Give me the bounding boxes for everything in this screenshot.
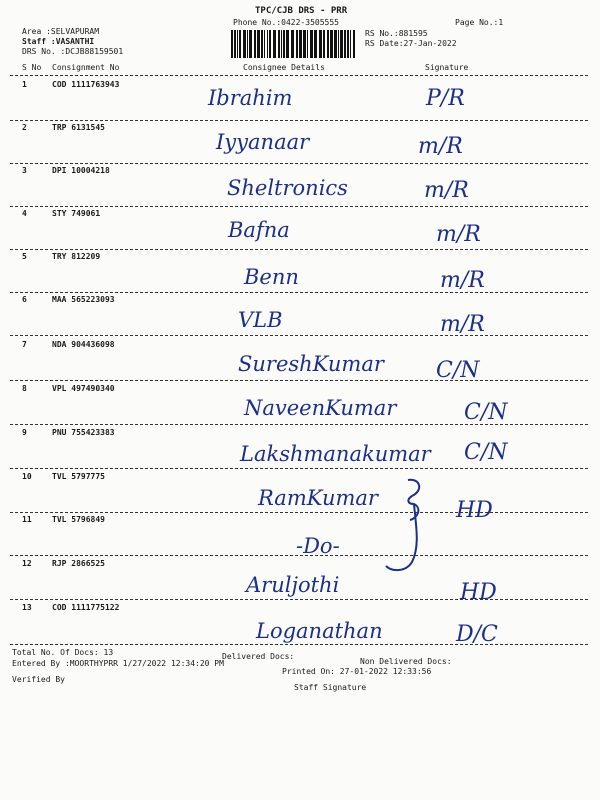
barcode xyxy=(231,30,359,58)
verified-by: Verified By xyxy=(12,675,65,684)
row-signature: C/N xyxy=(436,358,480,383)
table-end-divider xyxy=(10,644,588,645)
row-consignment: NDA 904436098 xyxy=(52,340,115,349)
row-consignment: MAA 565223093 xyxy=(52,295,115,304)
total-docs: Total No. Of Docs: 13 xyxy=(12,648,114,657)
row-divider xyxy=(10,206,588,207)
row-consignment: RJP 2866525 xyxy=(52,559,105,568)
row-signature: HD xyxy=(456,498,493,523)
row-sno: 13 xyxy=(22,603,32,612)
row-signature: C/N xyxy=(464,400,508,425)
rs-number: RS No.:881595 xyxy=(365,29,428,38)
row-signature: C/N xyxy=(464,440,508,465)
row-sno: 2 xyxy=(22,123,27,132)
row-sno: 4 xyxy=(22,209,27,218)
row-consignee: NaveenKumar xyxy=(244,396,397,420)
area-field: Area :SELVAPURAM xyxy=(22,27,100,36)
non-delivered-docs: Non Delivered Docs: xyxy=(360,657,452,666)
row-consignment: VPL 497490340 xyxy=(52,384,115,393)
entered-by: Entered By :MOORTHYPRR 1/27/2022 12:34:20 PM xyxy=(12,659,224,668)
row-sno: 1 xyxy=(22,80,27,89)
row-divider xyxy=(10,424,588,425)
row-sno: 8 xyxy=(22,384,27,393)
row-sno: 5 xyxy=(22,252,27,261)
row-signature: m/R xyxy=(436,222,481,247)
row-consignee: -Do- xyxy=(296,534,340,558)
row-consignee: RamKumar xyxy=(258,486,378,510)
row-consignee: Loganathan xyxy=(256,619,383,643)
row-consignee: Arulјothi xyxy=(246,573,340,597)
row-consignment: TRY 812209 xyxy=(52,252,101,261)
bracket-mark xyxy=(378,476,438,576)
row-signature: m/R xyxy=(440,268,485,293)
row-signature: m/R xyxy=(424,178,469,203)
row-consignee: Benn xyxy=(244,265,299,289)
row-consignment: TVL 5797775 xyxy=(52,472,105,481)
row-divider xyxy=(10,512,588,513)
row-divider xyxy=(10,599,588,600)
row-consignee: SureshKumar xyxy=(238,352,384,376)
row-signature: P/R xyxy=(426,86,465,111)
row-consignment: COD 1111763943 xyxy=(52,80,120,89)
row-sno: 6 xyxy=(22,295,27,304)
row-signature: D/C xyxy=(456,622,498,647)
row-signature: HD xyxy=(460,580,497,605)
row-consignment: TVL 5796849 xyxy=(52,515,105,524)
row-consignment: COD 1111775122 xyxy=(52,603,120,612)
row-consignee: Sheltronics xyxy=(227,176,348,200)
row-sno: 9 xyxy=(22,428,27,437)
staff-signature: Staff Signature xyxy=(294,683,367,692)
document-title: TPC/CJB DRS - PRR xyxy=(255,6,348,16)
row-divider xyxy=(10,468,588,469)
row-consignment: STY 749061 xyxy=(52,209,101,218)
column-header-sno: S No xyxy=(22,63,42,72)
row-consignee: Lakshmanakumar xyxy=(240,442,431,466)
row-divider xyxy=(10,380,588,381)
row-divider xyxy=(10,249,588,250)
row-signature: m/R xyxy=(440,312,485,337)
row-consignment: TRP 6131545 xyxy=(52,123,105,132)
row-divider xyxy=(10,555,588,556)
delivered-docs: Delivered Docs: xyxy=(222,652,295,661)
row-sno: 12 xyxy=(22,559,32,568)
row-signature: m/R xyxy=(418,134,463,159)
row-divider xyxy=(10,163,588,164)
drs-number: DRS No. :DCJB88159501 xyxy=(22,47,124,56)
row-consignee: Bafna xyxy=(228,218,290,242)
row-consignment: PNU 755423383 xyxy=(52,428,115,437)
page-number: Page No.:1 xyxy=(455,18,504,27)
row-divider xyxy=(10,292,588,293)
header-divider xyxy=(10,75,588,76)
column-header-signature: Signature xyxy=(425,63,469,72)
row-sno: 11 xyxy=(22,515,32,524)
row-sno: 10 xyxy=(22,472,32,481)
row-divider xyxy=(10,120,588,121)
row-sno: 3 xyxy=(22,166,27,175)
row-sno: 7 xyxy=(22,340,27,349)
column-header-consignment: Consignment No xyxy=(52,63,120,72)
staff-field: Staff :VASANTHI xyxy=(22,37,95,46)
phone-number: Phone No.:0422-3505555 xyxy=(233,18,339,27)
row-divider xyxy=(10,335,588,336)
row-consignee: Ibrahim xyxy=(208,86,293,110)
row-consignee: VLB xyxy=(238,308,283,332)
printed-on: Printed On: 27-01-2022 12:33:56 xyxy=(282,667,432,676)
row-consignment: DPI 10004218 xyxy=(52,166,110,175)
rs-date: RS Date:27-Jan-2022 xyxy=(365,39,457,48)
row-consignee: Iyyanaar xyxy=(216,130,310,154)
column-header-consignee: Consignee Details xyxy=(243,63,325,72)
